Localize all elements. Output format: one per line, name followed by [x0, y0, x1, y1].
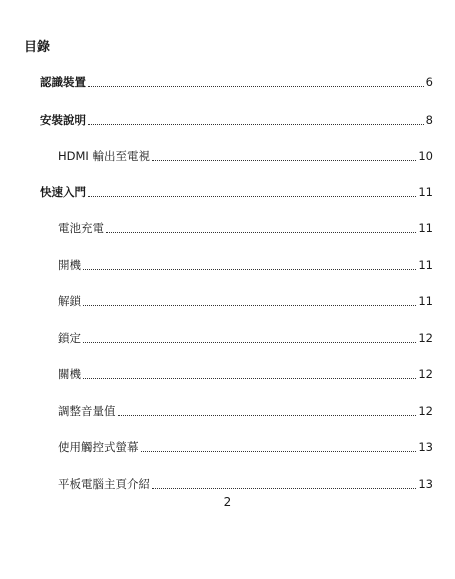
- toc-entry-battery-charge[interactable]: [58, 220, 433, 236]
- dot-leader: [88, 86, 424, 87]
- toc-entry-label: 安裝說明: [40, 113, 86, 127]
- toc-entry-page: 12: [418, 367, 433, 381]
- toc-entry-label: 使用觸控式螢幕: [58, 440, 139, 454]
- toc-entry-home-screen[interactable]: [58, 476, 433, 492]
- toc-entry-label: 關機: [58, 367, 81, 381]
- toc-entry-lock[interactable]: [58, 330, 433, 346]
- dot-leader: [106, 232, 416, 233]
- dot-leader: [83, 378, 416, 379]
- toc-entry-adjust-volume[interactable]: [58, 403, 433, 419]
- dot-leader: [83, 269, 416, 270]
- toc-entry-page: 11: [418, 221, 433, 235]
- dot-leader: [88, 196, 416, 197]
- toc-entry-power-off[interactable]: [58, 366, 433, 382]
- toc-entry-page: 13: [418, 477, 433, 491]
- toc-entry-label: 快速入門: [40, 185, 86, 199]
- dot-leader: [83, 342, 416, 343]
- toc-entry-page: 11: [418, 185, 433, 199]
- dot-leader: [118, 415, 417, 416]
- toc-entry-label: 平板電腦主頁介紹: [58, 477, 150, 491]
- toc-title: 目錄: [24, 40, 51, 55]
- toc-entry-hdmi-output[interactable]: [58, 148, 433, 164]
- toc-entry-touchscreen[interactable]: [58, 439, 433, 455]
- toc-entry-unlock[interactable]: [58, 293, 433, 309]
- toc-entry-page: 12: [418, 331, 433, 345]
- dot-leader: [83, 305, 416, 306]
- toc-entry-label: 認識裝置: [40, 75, 86, 89]
- toc-entry-label: 鎖定: [58, 331, 81, 345]
- toc-entry-page: 6: [425, 75, 433, 89]
- toc-entry-label: 解鎖: [58, 294, 81, 308]
- toc-entry-label: 開機: [58, 258, 81, 272]
- toc-entry-recognize-device[interactable]: [40, 74, 433, 90]
- dot-leader: [152, 160, 416, 161]
- dot-leader: [141, 451, 417, 452]
- toc-entry-label: HDMI 輸出至電視: [58, 149, 150, 163]
- toc-entry-quick-start[interactable]: [40, 184, 433, 200]
- toc-entry-installation[interactable]: [40, 112, 433, 128]
- toc-entry-page: 10: [418, 149, 433, 163]
- toc-entry-page: 12: [418, 404, 433, 418]
- toc-entry-page: 11: [418, 258, 433, 272]
- page-number: 2: [223, 495, 232, 509]
- dot-leader: [88, 124, 424, 125]
- toc-entry-power-on[interactable]: [58, 257, 433, 273]
- toc-entry-label: 調整音量值: [58, 404, 116, 418]
- toc-entry-page: 13: [418, 440, 433, 454]
- toc-entry-label: 電池充電: [58, 221, 104, 235]
- toc-entry-page: 11: [418, 294, 433, 308]
- dot-leader: [152, 488, 416, 489]
- toc-entry-page: 8: [425, 113, 433, 127]
